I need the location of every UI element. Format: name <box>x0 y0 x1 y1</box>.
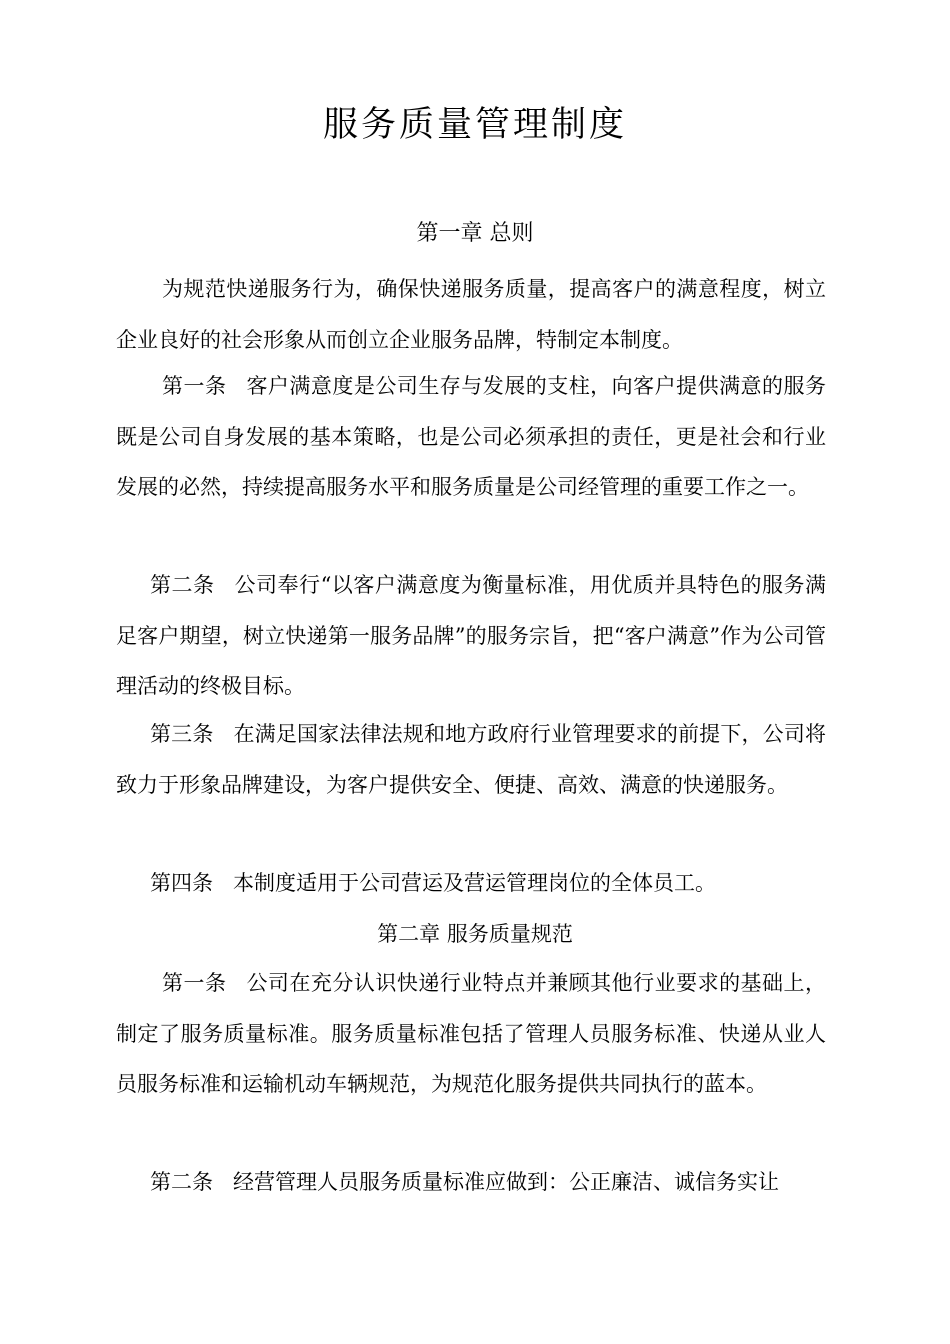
article-label: 第三条 <box>150 722 214 746</box>
article-label: 第四条 <box>150 871 213 895</box>
chapter-1-article-3 <box>116 709 826 810</box>
document-title: 服务质量管理制度 <box>322 105 627 145</box>
chapter-1-heading: 第一章 总则 <box>416 221 534 246</box>
chapter-1-article-2 <box>116 560 826 712</box>
chapter-2-article-2 <box>116 1157 826 1208</box>
article-text: 公司在充分认识快递行业特点并兼顾其他行业要求的基础上，制定了服务质量标准。服务质量标准包括了管理人员服务标准、快递从业人员服务标准和运输机动车辆规范，为规范化服务提供共同执行的蓝本。 <box>116 971 827 1096</box>
article-label: 第二条 <box>150 1170 213 1194</box>
chapter-1-article-4 <box>116 858 826 909</box>
article-label: 第二条 <box>150 573 215 597</box>
chapter-2-article-1 <box>116 958 826 1110</box>
chapter-1-article-1 <box>116 361 826 513</box>
article-text: 公司奉行“以客户满意度为衡量标准，用优质并具特色的服务满足客户期望，树立快递第一服务品牌”的服务宗旨，把“客户满意”作为公司管理活动的终极目标。 <box>116 573 827 698</box>
article-text: 客户满意度是公司生存与发展的支柱，向客户提供满意的服务既是公司自身发展的基本策略，也是公司必须承担的责任，更是社会和行业发展的必然，持续提高服务水平和服务质量是公司经管理的重要工作之一。 <box>116 374 827 499</box>
chapter-1-intro <box>116 264 826 365</box>
article-text: 经营管理人员服务质量标准应做到：公正廉洁、诚信务实让 <box>233 1170 779 1194</box>
intro-text: 为规范快递服务行为，确保快递服务质量，提高客户的满意程度，树立企业良好的社会形象从而创立企业服务品牌，特制定本制度。 <box>116 277 826 352</box>
article-text: 在满足国家法律法规和地方政府行业管理要求的前提下，公司将致力于形象品牌建设，为客户提供安全、便捷、高效、满意的快递服务。 <box>116 722 826 797</box>
article-text: 本制度适用于公司营运及营运管理岗位的全体员工。 <box>233 871 716 895</box>
article-label: 第一条 <box>162 374 227 398</box>
chapter-2-heading: 第二章 服务质量规范 <box>377 922 573 946</box>
article-label: 第一条 <box>162 971 227 995</box>
